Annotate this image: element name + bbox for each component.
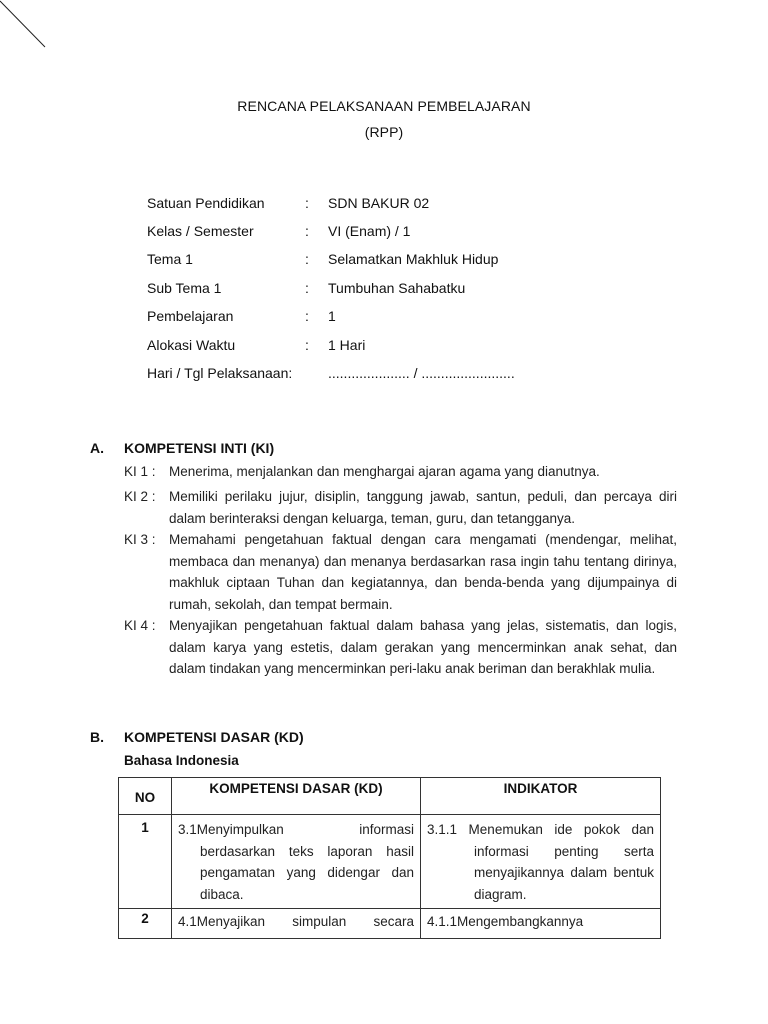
info-value: ..................... / ........................ (328, 365, 515, 381)
ki-text: Memiliki perilaku jujur, disiplin, tanggung jawab, santun, peduli, dan percaya diri dalam berinteraksi dengan keluarga, teman, guru, dan tetangganya. (169, 489, 677, 526)
info-value: VI (Enam) / 1 (328, 223, 411, 239)
ki-label: KI 1 : (124, 464, 156, 479)
document-subtitle: (RPP) (364, 124, 404, 140)
ki-label: KI 4 : (124, 618, 156, 633)
info-label: Tema 1 (147, 251, 193, 267)
section-b-title: KOMPETENSI DASAR (KD) (124, 729, 304, 745)
info-value: 1 (328, 308, 336, 324)
info-colon: : (305, 195, 309, 211)
table-row (119, 909, 661, 939)
header-indikator: INDIKATOR (421, 778, 661, 815)
row-indikator: 3.1.1 Menemukan ide pokok dan informasi penting serta menyajikannya dalam bentuk diagram. (427, 822, 654, 902)
info-label: Kelas / Semester (147, 223, 254, 239)
header-kd: KOMPETENSI DASAR (KD) (172, 778, 421, 815)
info-colon: : (305, 308, 309, 324)
info-colon: : (305, 223, 309, 239)
row-indikator-cell (421, 909, 661, 939)
row-indikator-cell (421, 815, 661, 909)
row-no: 2 (119, 909, 172, 939)
ki-text: Memahami pengetahuan faktual dengan cara mengamati (mendengar, melihat, membaca dan menanya) dan menanya berdasarkan rasa ingin tahu tentang dirinya, makhluk ciptaan Tuhan dan kegiatannya, dan benda-benda yang dijumpainya di rumah, sekolah, dan tempat bermain. (169, 532, 677, 612)
table-header-row (119, 778, 661, 815)
table-row (119, 815, 661, 909)
row-kd: 4.1Menyajikan simpulan secara (178, 914, 414, 929)
row-kd: 3.1Menyimpulkan informasi berdasarkan teks laporan hasil pengamatan yang didengar dan dibaca. (178, 822, 414, 902)
header-no: NO (119, 778, 172, 815)
section-b-letter: B. (90, 729, 104, 745)
info-label: Satuan Pendidikan (147, 195, 265, 211)
section-a-letter: A. (90, 440, 104, 456)
info-label: Sub Tema 1 (147, 280, 222, 296)
corner-diagonal-line (0, 0, 50, 50)
row-kd-cell (172, 815, 421, 909)
info-colon: : (305, 337, 309, 353)
row-indikator: 4.1.1Mengembangkannya (427, 914, 584, 929)
row-no: 1 (119, 815, 172, 909)
document-title: RENCANA PELAKSANAAN PEMBELAJARAN (237, 98, 531, 114)
ki-label: KI 3 : (124, 532, 156, 547)
subject-heading: Bahasa Indonesia (124, 753, 239, 768)
info-label: Hari / Tgl Pelaksanaan: (147, 365, 293, 381)
info-value: Selamatkan Makhluk Hidup (328, 251, 499, 267)
info-label: Pembelajaran (147, 308, 234, 324)
info-value: 1 Hari (328, 337, 366, 353)
kd-table (118, 777, 661, 939)
section-a-title: KOMPETENSI INTI (KI) (124, 440, 275, 456)
info-value: SDN BAKUR 02 (328, 195, 430, 211)
info-colon: : (305, 280, 309, 296)
info-label: Alokasi Waktu (147, 337, 236, 353)
ki-text: Menyajikan pengetahuan faktual dalam bahasa yang jelas, sistematis, dan logis, dalam karya yang estetis, dalam gerakan yang mencerminkan anak sehat, dan dalam tindakan yang mencerminkan peri-laku anak beriman dan berakhlak mulia. (169, 618, 677, 676)
info-value: Tumbuhan Sahabatku (328, 280, 466, 296)
info-colon: : (305, 251, 309, 267)
ki-label: KI 2 : (124, 489, 156, 504)
row-kd-cell (172, 909, 421, 939)
ki-text: Menerima, menjalankan dan menghargai ajaran agama yang dianutnya. (169, 464, 600, 479)
